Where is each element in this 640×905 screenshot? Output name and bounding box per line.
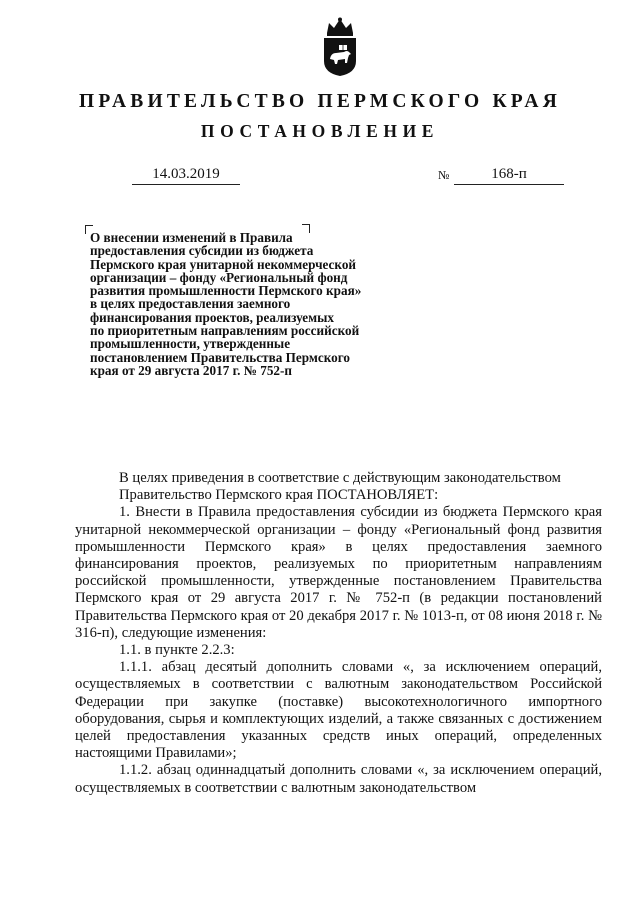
document-number: 168-п [454,164,564,185]
authority-title: ПРАВИТЕЛЬСТВО ПЕРМСКОГО КРАЯ [79,91,561,112]
paragraph-item-1-1-1: 1.1.1. абзац десятый дополнить словами «, за исключением операций, осуществляемых в соответствии с валютным законодательством Российской Федерации при закупке (поставке) высокотехнологичного импортного оборудования, сырья и комплектующих изделий, а также связанных с достижением целей предоставления указанных средств иных операций, определенных настоящими Правилами»; [75,659,602,762]
subject-line: Пермского края унитарной некоммерческой [90,256,357,272]
paragraph-item-1-1-2: 1.1.2. абзац одиннадцатый дополнить словами «, за исключением операций, осуществляемых в соответствии с валютным законодательством [75,762,602,796]
document-subject [90,231,420,377]
document-date: 14.03.2019 [132,164,240,185]
subject-line: О внесении изменений в Правила [90,230,293,245]
subject-line: постановлением Правительства Пермского [90,349,350,365]
document-type: ПОСТАНОВЛЕНИЕ [200,121,440,141]
document-body [75,470,602,797]
subject-line: края от 29 августа 2017 г. № 752-п [90,362,292,378]
subject-line: развития промышленности Пермского края» [90,283,362,299]
subject-line: финансирования проектов, реализуемых [90,309,334,325]
paragraph-item-1-1: 1.1. в пункте 2.2.3: [119,642,235,659]
resolution-clause: Правительство Пермского края ПОСТАНОВЛЯЕТ: [119,487,439,504]
paragraph-item-1: 1. Внести в Правила предоставления субсидии из бюджета Пермского края унитарной некоммерческой организации – фонду «Региональный фонд развития промышленности Пермского края» в целях предоставления заемного финансирования проектов, реализуемых по приоритетным направлениям российской промышленности, утвержденные постановлением Правительства Пермского края от 29 августа 2017 г. № 752-п (в редакции постановлений Правительства Пермского края от 20 декабря 2017 г. № 1013-п, от 08 июня 2018 г. № 316-п), следующие изменения: [75,504,602,641]
subject-line: организации – фонду «Региональный фонд [90,269,348,285]
subject-line: промышленности, утвержденные [90,336,291,352]
subject-line: в целях предоставления заемного [90,296,291,312]
perm-krai-coat-of-arms-icon [321,17,359,77]
subject-line: предоставления субсидии из бюджета [90,243,314,259]
number-sign: № [438,168,450,182]
preamble-line: В целях приведения в соответствие с действующим законодательством [119,470,561,486]
subject-line: по приоритетным направлениям российской [90,323,360,339]
